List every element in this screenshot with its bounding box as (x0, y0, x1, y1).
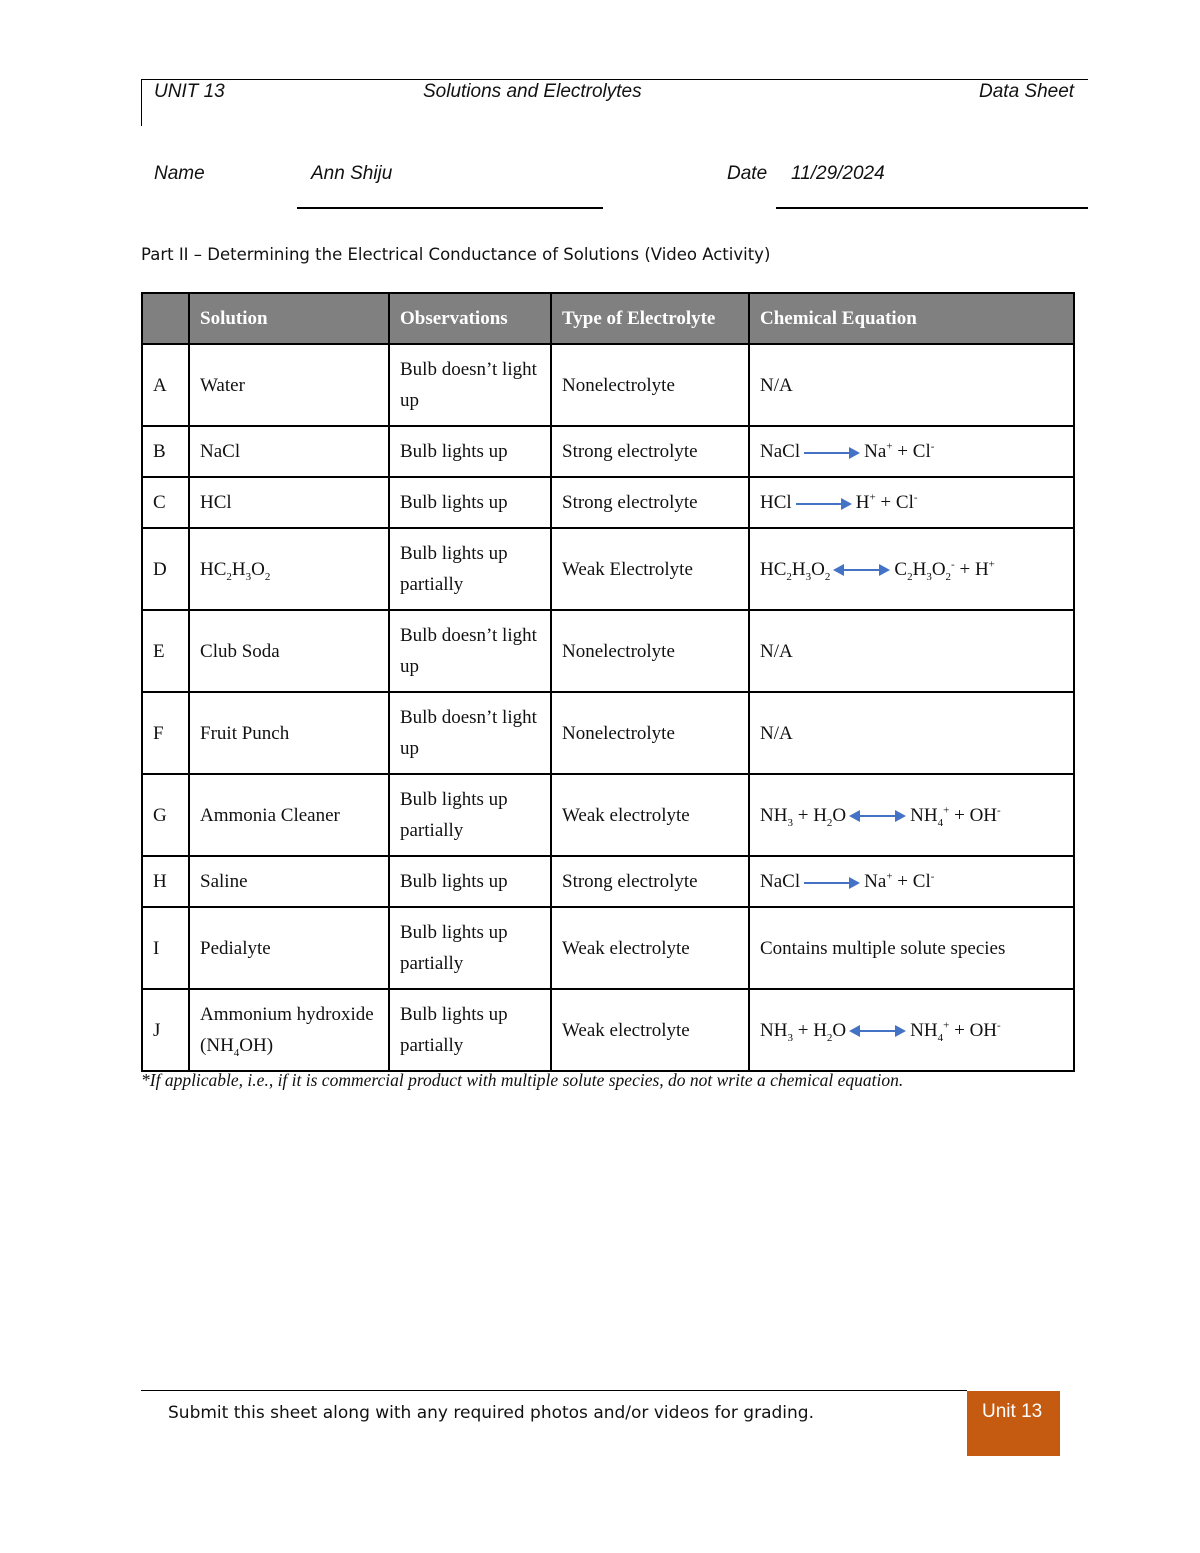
observation-cell: Bulb doesn’t light up (389, 692, 551, 774)
row-id: F (142, 692, 189, 774)
solution-cell: Ammonium hydroxide $(NH_4OH)$ (189, 989, 389, 1071)
footer-note: Submit this sheet along with any required photos and/or videos for grading. (168, 1403, 814, 1423)
observation-cell: Bulb doesn’t light up (389, 344, 551, 426)
electrolyte-type-cell: Weak Electrolyte (551, 528, 749, 610)
col-header-observations: Observations (389, 293, 551, 344)
footnote: *If applicable, i.e., if it is commercial product with multiple solute species, do not write a chemical equation. (141, 1070, 904, 1090)
row-id: D (142, 528, 189, 610)
name-label: Name (154, 163, 205, 184)
equation-reactants: $HC_2H_3O_2$ (760, 558, 831, 583)
solution-cell: HCl (189, 477, 389, 528)
row-id: A (142, 344, 189, 426)
solution-cell: Saline (189, 856, 389, 907)
table-row (142, 692, 1074, 774)
footer-rule (141, 1390, 967, 1391)
equation-products: H+ + Cl- (855, 491, 918, 513)
col-header-id (142, 293, 189, 344)
solution-cell: Fruit Punch (189, 692, 389, 774)
observation-cell: Bulb lights up partially (389, 528, 551, 610)
equation-cell (749, 528, 1074, 610)
header-top-rule (141, 79, 1088, 80)
equilibrium-arrow-icon (849, 1024, 907, 1038)
equation-products: Na+ + Cl- (864, 870, 935, 892)
equation-reactants: NaCl (760, 441, 801, 462)
table-row (142, 989, 1074, 1071)
observation-cell: Bulb lights up (389, 426, 551, 477)
equation-cell: N/A (749, 344, 1074, 426)
equation-cell (749, 989, 1074, 1071)
table-row (142, 610, 1074, 692)
observation-cell: Bulb lights up partially (389, 907, 551, 989)
table-row (142, 907, 1074, 989)
forward-arrow-icon (803, 446, 861, 460)
equation-reactants: $NH_3 + H_2O$ (760, 804, 847, 829)
observation-cell: Bulb lights up partially (389, 774, 551, 856)
equation-cell (749, 856, 1074, 907)
forward-arrow-icon (795, 497, 853, 511)
unit-label: UNIT 13 (154, 81, 225, 102)
solution-cell: $HC_2H_3O_2$ (189, 528, 389, 610)
table-row (142, 528, 1074, 610)
equation-products: $NH_4^+ + OH^-$ (910, 1019, 1001, 1044)
electrolyte-table (141, 292, 1075, 1072)
sheet-title: Solutions and Electrolytes (423, 81, 642, 102)
date-underline (776, 207, 1088, 209)
col-header-type: Type of Electrolyte (551, 293, 749, 344)
equation-products: Na+ + Cl- (864, 440, 935, 462)
part-title: Part II – Determining the Electrical Conductance of Solutions (Video Activity) (141, 245, 771, 264)
equation-cell: Contains multiple solute species (749, 907, 1074, 989)
row-id: J (142, 989, 189, 1071)
col-header-equation: Chemical Equation (749, 293, 1074, 344)
equation-products: $C_2H_3O_2^- + H^+$ (894, 558, 995, 583)
solution-cell: Club Soda (189, 610, 389, 692)
equilibrium-arrow-icon (833, 563, 891, 577)
table-header-row (142, 293, 1074, 344)
equation-cell (749, 774, 1074, 856)
equation-cell (749, 477, 1074, 528)
electrolyte-type-cell: Strong electrolyte (551, 426, 749, 477)
table-row (142, 774, 1074, 856)
row-id: H (142, 856, 189, 907)
table-row (142, 856, 1074, 907)
electrolyte-type-cell: Weak electrolyte (551, 989, 749, 1071)
electrolyte-type-cell: Nonelectrolyte (551, 610, 749, 692)
header-left-rule (141, 79, 142, 126)
table-row (142, 477, 1074, 528)
sheet-type: Data Sheet (979, 81, 1075, 102)
observation-cell: Bulb lights up (389, 477, 551, 528)
electrolyte-type-cell: Weak electrolyte (551, 907, 749, 989)
row-id: G (142, 774, 189, 856)
col-header-solution: Solution (189, 293, 389, 344)
equation-products: $NH_4^+ + OH^-$ (910, 804, 1001, 829)
solution-cell: Water (189, 344, 389, 426)
solution-cell: Ammonia Cleaner (189, 774, 389, 856)
equation-reactants: HCl (760, 492, 792, 513)
equation-reactants: NaCl (760, 871, 801, 892)
forward-arrow-icon (803, 876, 861, 890)
table-row (142, 426, 1074, 477)
solution-cell: NaCl (189, 426, 389, 477)
row-id: I (142, 907, 189, 989)
equilibrium-arrow-icon (849, 809, 907, 823)
observation-cell: Bulb doesn’t light up (389, 610, 551, 692)
electrolyte-type-cell: Strong electrolyte (551, 856, 749, 907)
row-id: B (142, 426, 189, 477)
equation-cell: N/A (749, 692, 1074, 774)
date-label: Date (727, 163, 768, 184)
equation-cell: N/A (749, 610, 1074, 692)
equation-cell (749, 426, 1074, 477)
name-underline (297, 207, 603, 209)
observation-cell: Bulb lights up (389, 856, 551, 907)
electrolyte-type-cell: Nonelectrolyte (551, 344, 749, 426)
electrolyte-type-cell: Weak electrolyte (551, 774, 749, 856)
table-row (142, 344, 1074, 426)
unit-badge-label: Unit 13 (982, 1401, 1043, 1422)
row-id: C (142, 477, 189, 528)
name-value: Ann Shiju (311, 163, 393, 184)
date-value: 11/29/2024 (791, 163, 885, 184)
unit-badge (967, 1391, 1060, 1456)
observation-cell: Bulb lights up partially (389, 989, 551, 1071)
solution-cell: Pedialyte (189, 907, 389, 989)
electrolyte-type-cell: Strong electrolyte (551, 477, 749, 528)
electrolyte-type-cell: Nonelectrolyte (551, 692, 749, 774)
equation-reactants: $NH_3 + H_2O$ (760, 1019, 847, 1044)
row-id: E (142, 610, 189, 692)
